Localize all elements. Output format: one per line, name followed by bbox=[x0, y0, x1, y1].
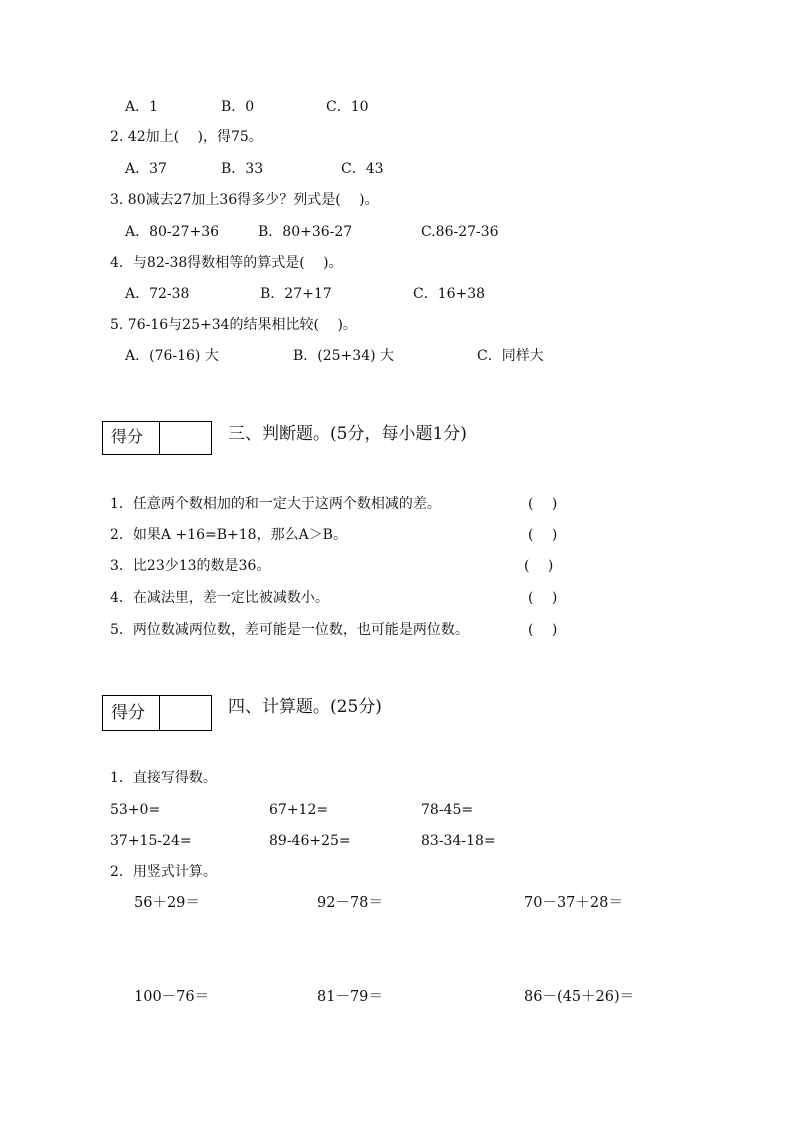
judge-answer-3[interactable]: ( ) bbox=[524, 558, 554, 574]
judge-answer-5[interactable]: ( ) bbox=[528, 622, 558, 638]
q5-option-a: A．(76-16) 大 bbox=[125, 348, 219, 364]
q4-option-c: C．16+38 bbox=[413, 286, 486, 302]
question-5: 5. 76-16与25+34的结果相比较( )。 bbox=[110, 317, 357, 333]
judge-item-2: 2．如果A +16=B+18，那么A＞B。 bbox=[110, 527, 347, 543]
q3-option-a: A．80-27+36 bbox=[125, 224, 220, 240]
score-label: 得分 bbox=[111, 703, 145, 723]
section-3-title: 三、判断题。(5分，每小题1分) bbox=[228, 424, 467, 444]
judge-answer-2[interactable]: ( ) bbox=[528, 527, 558, 543]
judge-item-5: 5．两位数减两位数，差可能是一位数，也可能是两位数。 bbox=[110, 622, 469, 638]
judge-item-1: 1．任意两个数相加的和一定大于这两个数相减的差。 bbox=[110, 496, 441, 512]
q1-option-b: B．0 bbox=[221, 99, 255, 115]
score-box-section-3 bbox=[102, 421, 212, 455]
q3-option-c: C.86-27-36 bbox=[421, 224, 499, 240]
judge-answer-4[interactable]: ( ) bbox=[528, 590, 558, 606]
score-box-section-4 bbox=[102, 695, 212, 731]
q4-option-b: B．27+17 bbox=[260, 286, 332, 302]
vertical-calc-5: 81－79＝ bbox=[317, 989, 383, 1005]
score-box-divider bbox=[159, 696, 160, 730]
vertical-calc-2: 92－78＝ bbox=[317, 895, 383, 911]
q5-option-b: B．(25+34) 大 bbox=[293, 348, 395, 364]
question-3: 3. 80减去27加上36得多少？列式是( )。 bbox=[110, 192, 379, 208]
direct-calc-6: 83-34-18= bbox=[421, 833, 496, 849]
direct-calc-heading: 1．直接写得数。 bbox=[110, 770, 217, 786]
judge-answer-1[interactable]: ( ) bbox=[528, 496, 558, 512]
judge-item-3: 3．比23少13的数是36。 bbox=[110, 558, 271, 574]
q4-option-a: A．72-38 bbox=[125, 286, 190, 302]
score-label: 得分 bbox=[111, 427, 144, 446]
q1-option-c: C．10 bbox=[326, 99, 369, 115]
question-2: 2. 42加上( )，得75。 bbox=[110, 129, 263, 145]
score-box-divider bbox=[159, 422, 160, 454]
direct-calc-5: 89-46+25= bbox=[269, 833, 351, 849]
direct-calc-4: 37+15-24= bbox=[110, 833, 192, 849]
q2-option-b: B．33 bbox=[221, 161, 264, 177]
q5-option-c: C．同样大 bbox=[477, 348, 544, 364]
vertical-calc-3: 70－37＋28＝ bbox=[524, 895, 623, 911]
vertical-calc-1: 56＋29＝ bbox=[134, 895, 200, 911]
question-4: 4．与82-38得数相等的算式是( )。 bbox=[110, 255, 343, 271]
q3-option-b: B．80+36-27 bbox=[258, 224, 353, 240]
vertical-calc-4: 100－76＝ bbox=[134, 989, 210, 1005]
section-4-title: 四、计算题。(25分) bbox=[228, 697, 382, 717]
direct-calc-2: 67+12= bbox=[269, 802, 329, 818]
q2-option-c: C．43 bbox=[341, 161, 384, 177]
direct-calc-1: 53+0= bbox=[110, 802, 161, 818]
direct-calc-3: 78-45= bbox=[421, 802, 474, 818]
judge-item-4: 4．在减法里，差一定比被减数小。 bbox=[110, 590, 329, 606]
q2-option-a: A．37 bbox=[125, 161, 167, 177]
vertical-calc-heading: 2．用竖式计算。 bbox=[110, 864, 217, 880]
q1-option-a: A．1 bbox=[125, 99, 159, 115]
vertical-calc-6: 86－(45＋26)＝ bbox=[524, 989, 635, 1005]
